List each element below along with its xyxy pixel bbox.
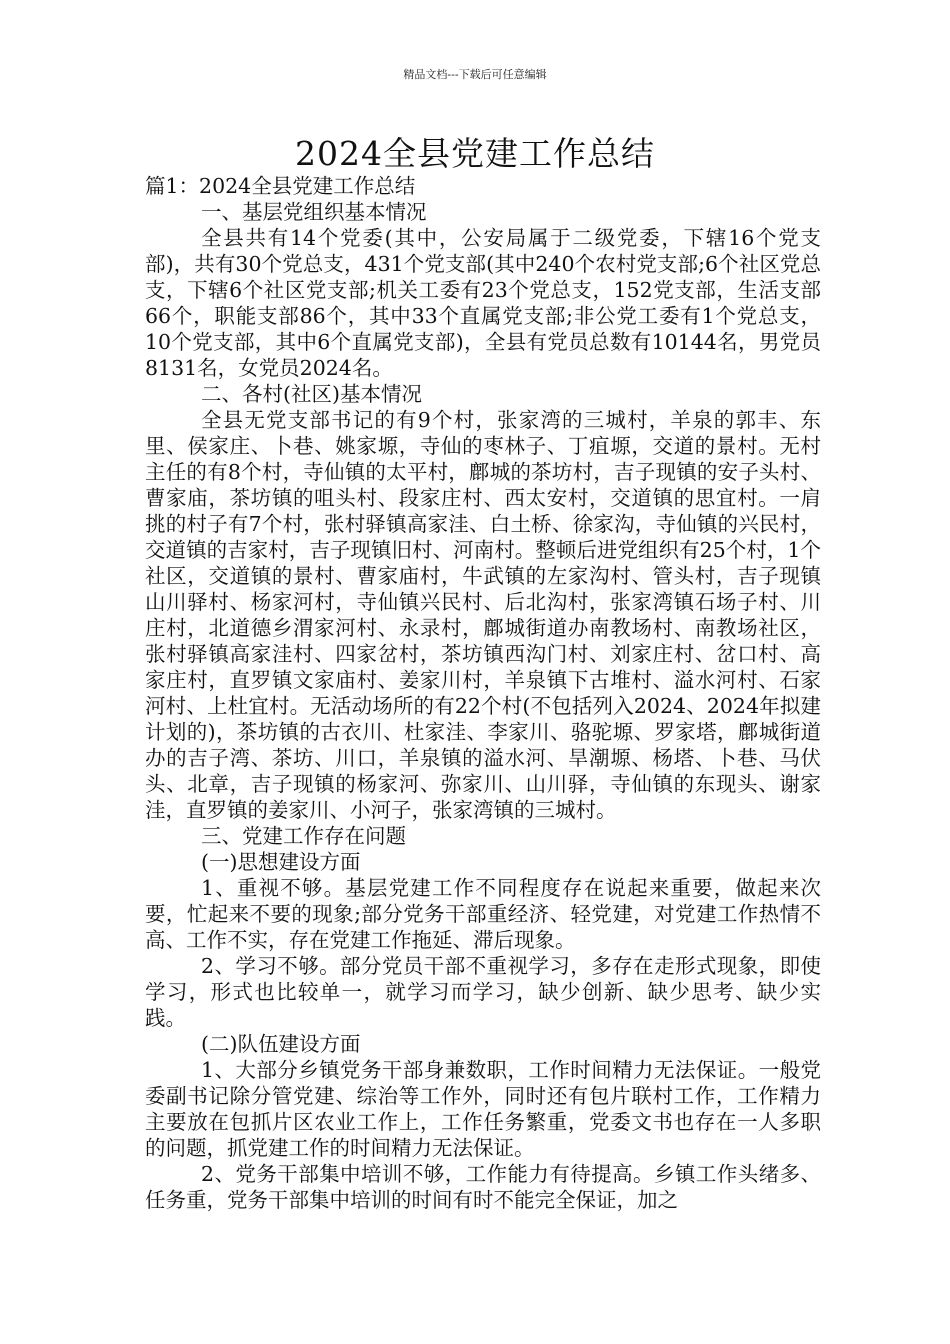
paragraph-study: 2、学习不够。部分党员干部不重视学习，多存在走形式现象，即使学习，形式也比较单一，就学习而学习，缺少创新、缺少思考、缺少实践。 xyxy=(145,954,821,1030)
paragraph-party-org-stats: 全县共有14个党委(其中，公安局属于二级党委，下辖16个党支部)，共有30个党总支，431个党支部(其中240个农村党支部;6个社区党总支，下辖6个社区党支部;机关工委有23个党总支，152党支部，生活支部66个，职能支部86个，其中33个直属党支部;非公党工委有1个党总支，10个党支部，其中6个直属党支部)，全县有党员总数有10144名，男党员8131名，女党员2024名。 xyxy=(145,226,821,380)
header-note: 精品文档---下载后可任意编辑 xyxy=(403,68,547,81)
paragraph-training: 2、党务干部集中培训不够，工作能力有待提高。乡镇工作头绪多、任务重，党务干部集中培训的时间有时不能完全保证，加之 xyxy=(145,1162,821,1212)
paragraph-multiple-duties: 1、大部分乡镇党务干部身兼数职，工作时间精力无法保证。一般党委副书记除分管党建、综治等工作外，同时还有包片联村工作，工作精力主要放在包抓片区农业工作上，工作任务繁重，党委文书也存在一人多职的问题，抓党建工作的时间精力无法保证。 xyxy=(145,1058,821,1160)
document-body xyxy=(145,173,821,1213)
heading-problems: 三、党建工作存在问题 xyxy=(201,824,406,848)
heading-village-situation: 二、各村(社区)基本情况 xyxy=(201,382,422,406)
section-label: 篇1：2024全县党建工作总结 xyxy=(145,174,416,198)
heading-basic-party-org: 一、基层党组织基本情况 xyxy=(201,200,427,224)
paragraph-attention: 1、重视不够。基层党建工作不同程度存在说起来重要，做起来次要，忙起来不要的现象;部分党务干部重经济、轻党建，对党建工作热情不高、工作不实，存在党建工作拖延、滞后现象。 xyxy=(145,876,821,952)
document-title: 2024全县党建工作总结 xyxy=(295,134,655,173)
heading-ideological: (一)思想建设方面 xyxy=(201,850,361,874)
paragraph-village-details: 全县无党支部书记的有9个村，张家湾的三城村，羊泉的郭丰、东里、侯家庄、卜巷、姚家塬，寺仙的枣林子、丁疽塬，交道的景村。无村主任的有8个村，寺仙镇的太平村，鄜城的茶坊村，吉子现镇的安子头村、曹家庙，茶坊镇的咀头村、段家庄村、西太安村，交道镇的思宜村。一肩挑的村子有7个村，张村驿镇高家洼、白土桥、徐家沟，寺仙镇的兴民村，交道镇的吉家村，吉子现镇旧村、河南村。整顿后进党组织有25个村，1个社区，交道镇的景村、曹家庙村，牛武镇的左家沟村、管头村，吉子现镇山川驿村、杨家河村，寺仙镇兴民村、后北沟村，张家湾镇石场子村、川庄村，北道德乡渭家河村、永录村，鄜城街道办南教场村、南教场社区，张村驿镇高家洼村、四家岔村，茶坊镇西沟门村、刘家庄村、岔口村、高家庄村，直罗镇文家庙村、姜家川村，羊泉镇下古堆村、溢水河村、石家河村、上杜宜村。无活动场所的有22个村(不包括列入2024、2024年拟建计划的)，茶坊镇的古衣川、杜家洼、李家川、骆驼塬、罗家塔，鄜城街道办的吉子湾、茶坊、川口，羊泉镇的溢水河、旱潮塬、杨塔、卜巷、马伏头、北章，吉子现镇的杨家河、弥家川、山川驿，寺仙镇的东现头、谢家洼，直罗镇的姜家川、小河子，张家湾镇的三城村。 xyxy=(145,408,821,822)
heading-team-building: (二)队伍建设方面 xyxy=(201,1032,361,1056)
